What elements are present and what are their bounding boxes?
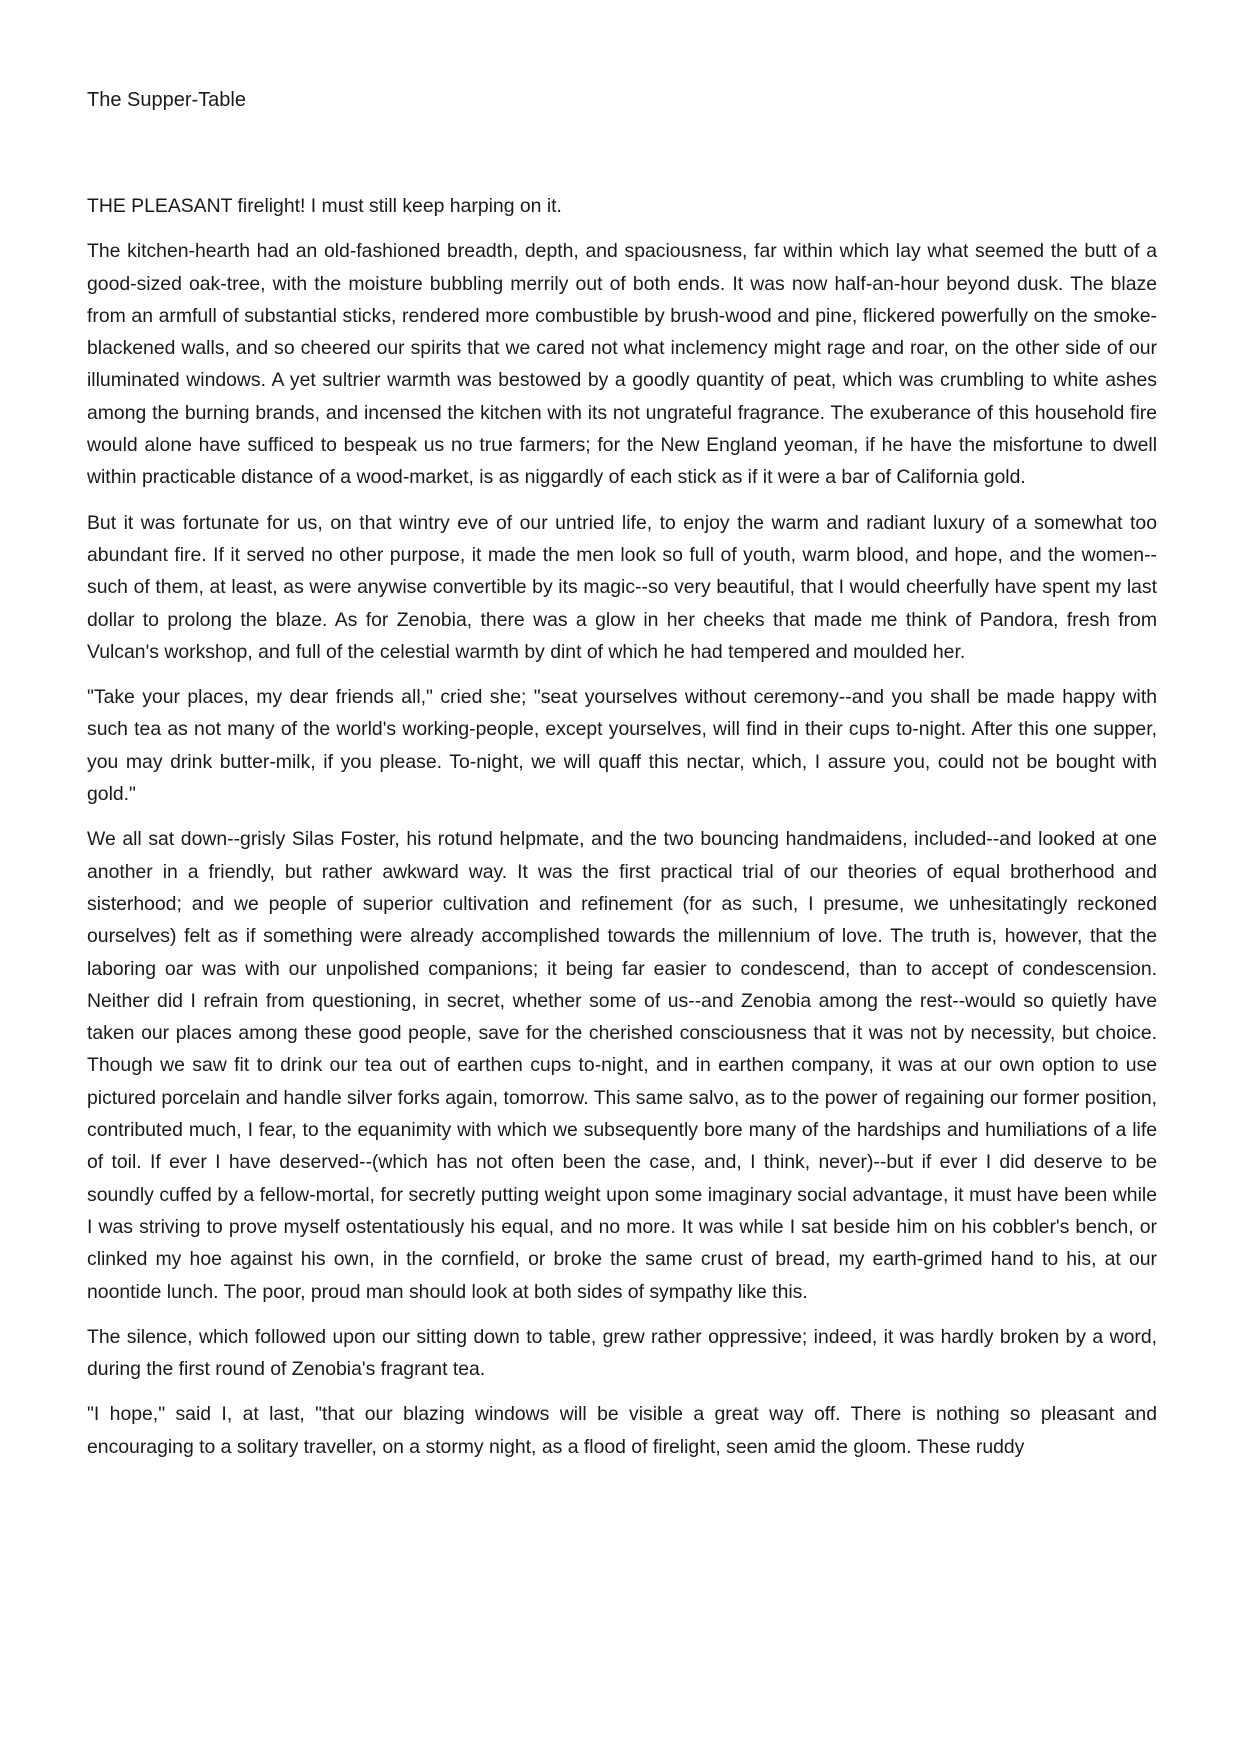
paragraph-2: The kitchen-hearth had an old-fashioned breadth, depth, and spaciousness, far within which lay what seemed the butt of a good-sized oak-tree, with the moisture bubbling merrily out of both ends. It was now half-an-hour beyond dusk. The blaze from an armfull of substantial sticks, rendered more combustible by brush-wood and pine, flickered powerfully on the smoke-blackened walls, and so cheered our spirits that we cared not what inclemency might rage and roar, on the other side of our illuminated windows. A yet sultrier warmth was bestowed by a goodly quantity of peat, which was crumbling to white ashes among the burning brands, and incensed the kitchen with its not ungrateful fragrance. The exuberance of this household fire would alone have sufficed to bespeak us no true farmers; for the New England yeoman, if he have the misfortune to dwell within practicable distance of a wood-market, is as niggardly of each stick as if it were a bar of California gold. [87,240,1157,489]
paragraph-6: The silence, which followed upon our sitting down to table, grew rather oppressive; indeed, it was hardly broken by a word, during the first round of Zenobia's fragrant tea. [87,1325,1157,1381]
paragraph-3: But it was fortunate for us, on that wintry eve of our untried life, to enjoy the warm and radiant luxury of a somewhat too abundant fire. If it served no other purpose, it made the men look so full of youth, warm blood, and hope, and the women--such of them, at least, as were anywise convertible by its magic--so very beautiful, that I would cheerfully have spent my last dollar to prolong the blaze. As for Zenobia, there was a glow in her cheeks that made me think of Pandora, fresh from Vulcan's workshop, and full of the celestial warmth by dint of which he had tempered and moulded her. [87,511,1157,663]
document-body [87,190,1157,1476]
document-title: The Supper-Table [87,89,246,111]
paragraph-5: We all sat down--grisly Silas Foster, his rotund helpmate, and the two bouncing handmaidens, included--and looked at one another in a friendly, but rather awkward way. It was the first practical trial of our theories of equal brotherhood and sisterhood; and we people of superior cultivation and refinement (for as such, I presume, we unhesitatingly reckoned ourselves) felt as if something were already accomplished towards the millennium of love. The truth is, however, that the laboring oar was with our unpolished companions; it being far easier to condescend, than to accept of condescension. Neither did I refrain from questioning, in secret, whether some of us--and Zenobia among the rest--would so quietly have taken our places among these good people, save for the cherished consciousness that it was not by necessity, but choice. Though we saw fit to drink our tea out of earthen cups to-night, and in earthen company, it was at our own option to use pictured porcelain and handle silver forks again, tomorrow. This same salvo, as to the power of regaining our former position, contributed much, I fear, to the equanimity with which we subsequently bore many of the hardships and humiliations of a life of toil. If ever I have deserved--(which has not often been the case, and, I think, never)--but if ever I did deserve to be soundly cuffed by a fellow-mortal, for secretly putting weight upon some imaginary social advantage, it must have been while I was striving to prove myself ostentatiously his equal, and no more. It was while I sat beside him on his cobbler's bench, or clinked my hoe against his own, in the cornfield, or broke the same crust of bread, my earth-grimed hand to his, at our noontide lunch. The poor, proud man should look at both sides of sympathy like this. [87,828,1157,1303]
paragraph-1: THE PLEASANT firelight! I must still keep harping on it. [87,195,562,217]
document-page [87,0,1157,1755]
paragraph-7: "I hope," said I, at last, "that our blazing windows will be visible a great way off. There is nothing so pleasant and encouraging to a solitary traveller, on a stormy night, as a flood of firelight, seen amid the gloom. These ruddy [87,1403,1157,1458]
paragraph-4: "Take your places, my dear friends all," cried she; "seat yourselves without ceremony--and you shall be made happy with such tea as not many of the world's working-people, except yourselves, will find in their cups to-night. After this one supper, you may drink butter-milk, if you please. To-night, we will quaff this nectar, which, I assure you, could not be bought with gold." [87,686,1157,806]
